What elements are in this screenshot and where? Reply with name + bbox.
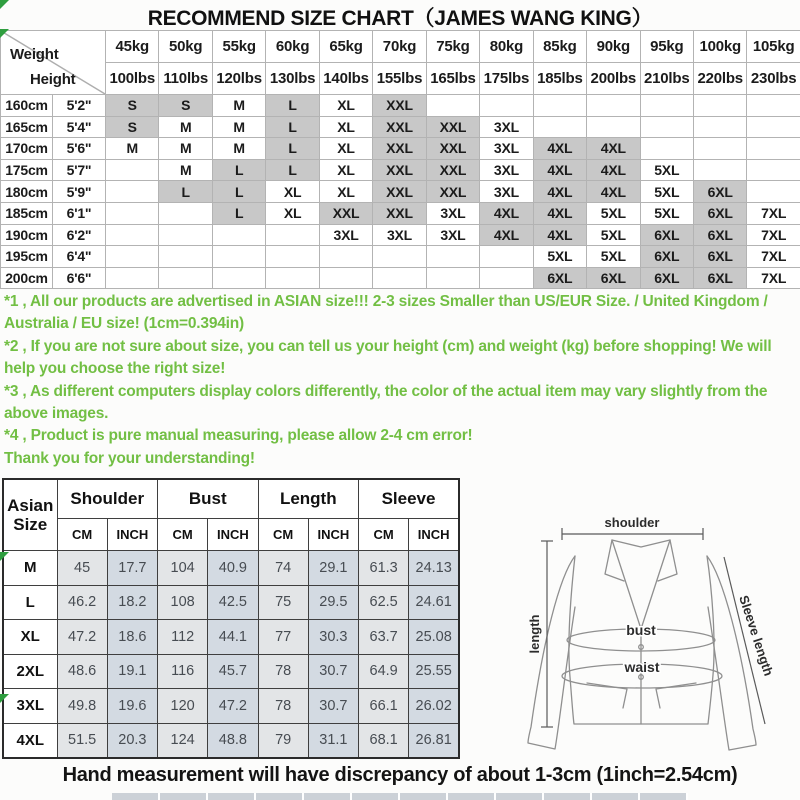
spec-size-cell: L (3, 585, 57, 620)
height-cm-cell: 180cm (1, 181, 53, 203)
size-cell: 6XL (693, 202, 746, 224)
height-ft-cell: 5'7" (53, 159, 106, 181)
spec-value-cell: 66.1 (359, 689, 409, 724)
size-cell: 7XL (747, 202, 800, 224)
spec-value-cell: 78 (258, 654, 308, 689)
weight-kg-header: 100kg (693, 31, 746, 63)
spec-value-cell: 26.02 (409, 689, 459, 724)
spec-value-cell: 61.3 (359, 551, 409, 586)
size-cell: 7XL (747, 246, 800, 268)
spec-value-cell: 47.2 (208, 689, 258, 724)
note-4: *4 , Product is pure manual measuring, please allow 2-4 cm error! (4, 427, 473, 445)
spec-value-cell: 42.5 (208, 585, 258, 620)
spec-sub-header: CM (158, 519, 208, 551)
size-cell: M (159, 159, 212, 181)
size-cell (587, 116, 640, 138)
spec-value-cell: 120 (158, 689, 208, 724)
height-cm-cell: 190cm (1, 224, 53, 246)
size-cell: XXL (373, 181, 426, 203)
size-cell: 6XL (640, 246, 693, 268)
weight-lbs-header: 220lbs (693, 63, 746, 95)
spec-table-body (3, 551, 459, 759)
size-cell: 6XL (693, 224, 746, 246)
size-cell: 5XL (587, 224, 640, 246)
size-matrix-row (1, 181, 800, 203)
size-cell: XXL (373, 95, 426, 117)
size-cell (747, 138, 800, 160)
size-cell (480, 95, 533, 117)
size-cell (640, 116, 693, 138)
note-1: *1 , All our products are advertised in ASIAN size!!! 2-3 sizes Smaller than US/EUR Size. / United Kingdom / Australia / EU size! (1cm=0.394in) (4, 293, 768, 333)
size-cell (747, 95, 800, 117)
size-cell (159, 224, 212, 246)
hand-measurement-note: Hand measurement will have discrepancy of about 1-3cm (1inch=2.54cm) (62, 764, 738, 786)
spec-sub-header: CM (359, 519, 409, 551)
green-corner-marker (0, 29, 9, 38)
spec-size-cell: M (3, 551, 57, 586)
size-cell: 3XL (480, 116, 533, 138)
size-cell (106, 267, 159, 289)
spec-value-cell: 19.6 (107, 689, 157, 724)
spec-sub-header: INCH (409, 519, 459, 551)
asian-size-corner-cell: Asian Size (3, 479, 57, 551)
spec-value-cell: 48.6 (57, 654, 107, 689)
spec-value-cell: 51.5 (57, 723, 107, 758)
weight-lbs-header: 120lbs (212, 63, 265, 95)
weight-kg-header: 80kg (480, 31, 533, 63)
spec-size-cell: 4XL (3, 723, 57, 758)
weight-lbs-header: 100lbs (106, 63, 159, 95)
size-cell: 6XL (533, 267, 586, 289)
size-cell: XXL (319, 202, 372, 224)
weight-lbs-header: 130lbs (266, 63, 319, 95)
size-cell: XL (319, 138, 372, 160)
weight-kg-header: 85kg (533, 31, 586, 63)
bottom-grid-strip (112, 793, 688, 800)
spec-row (3, 551, 459, 586)
weight-height-corner-cell (1, 31, 106, 95)
weight-kg-header: 45kg (106, 31, 159, 63)
spec-value-cell: 104 (158, 551, 208, 586)
height-cm-cell: 195cm (1, 246, 53, 268)
size-cell: 6XL (640, 267, 693, 289)
size-cell: 4XL (533, 202, 586, 224)
height-ft-cell: 6'4" (53, 246, 106, 268)
jacket-outline (528, 540, 756, 750)
spec-value-cell: 19.1 (107, 654, 157, 689)
spec-value-cell: 79 (258, 723, 308, 758)
weight-kg-header: 95kg (640, 31, 693, 63)
weight-lbs-header: 230lbs (747, 63, 800, 95)
height-cm-cell: 185cm (1, 202, 53, 224)
size-cell: 4XL (533, 138, 586, 160)
weight-lbs-header: 165lbs (426, 63, 479, 95)
height-cm-cell: 170cm (1, 138, 53, 160)
spec-value-cell: 44.1 (208, 620, 258, 655)
spec-value-cell: 75 (258, 585, 308, 620)
spec-table-head (3, 479, 459, 551)
green-corner-marker (0, 552, 9, 561)
spec-value-cell: 108 (158, 585, 208, 620)
size-cell: L (266, 138, 319, 160)
size-cell: XL (319, 116, 372, 138)
size-matrix-row (1, 224, 800, 246)
size-cell: S (159, 95, 212, 117)
size-matrix-row (1, 246, 800, 268)
size-cell: M (212, 138, 265, 160)
size-cell: 4XL (480, 202, 533, 224)
size-cell (106, 224, 159, 246)
size-cell: 6XL (693, 246, 746, 268)
spec-row (3, 620, 459, 655)
spec-value-cell: 77 (258, 620, 308, 655)
size-cell: 5XL (640, 181, 693, 203)
page-title: RECOMMEND SIZE CHART（JAMES WANG KING） (147, 7, 653, 30)
spec-value-cell: 116 (158, 654, 208, 689)
size-cell (426, 246, 479, 268)
size-cell: XL (266, 202, 319, 224)
size-cell: 5XL (533, 246, 586, 268)
size-cell (319, 246, 372, 268)
size-cell (747, 116, 800, 138)
spec-value-cell: 74 (258, 551, 308, 586)
spec-value-cell: 29.5 (308, 585, 358, 620)
size-cell: XXL (426, 181, 479, 203)
size-cell (747, 181, 800, 203)
size-cell: 4XL (533, 181, 586, 203)
size-cell (266, 267, 319, 289)
size-cell (159, 202, 212, 224)
size-cell (426, 267, 479, 289)
weight-lbs-header: 200lbs (587, 63, 640, 95)
size-cell (533, 95, 586, 117)
size-cell: L (212, 159, 265, 181)
size-cell: XXL (373, 138, 426, 160)
spec-value-cell: 30.7 (308, 689, 358, 724)
size-cell: 4XL (587, 159, 640, 181)
spec-value-cell: 29.1 (308, 551, 358, 586)
size-cell: L (159, 181, 212, 203)
size-cell: 4XL (587, 138, 640, 160)
spec-value-cell: 46.2 (57, 585, 107, 620)
spec-row (3, 585, 459, 620)
weight-lbs-header: 110lbs (159, 63, 212, 95)
height-ft-cell: 6'6" (53, 267, 106, 289)
size-cell (106, 202, 159, 224)
spec-value-cell: 48.8 (208, 723, 258, 758)
spec-value-cell: 64.9 (359, 654, 409, 689)
size-cell (480, 267, 533, 289)
height-cm-cell: 160cm (1, 95, 53, 117)
size-cell (106, 181, 159, 203)
size-cell (266, 224, 319, 246)
size-cell: 3XL (426, 224, 479, 246)
height-cm-cell: 175cm (1, 159, 53, 181)
corner-height-label: Height (30, 71, 76, 88)
spec-value-cell: 18.2 (107, 585, 157, 620)
size-cell: 4XL (480, 224, 533, 246)
spec-value-cell: 49.8 (57, 689, 107, 724)
spec-value-cell: 20.3 (107, 723, 157, 758)
spec-sub-header: CM (57, 519, 107, 551)
size-cell: M (212, 95, 265, 117)
size-cell: XL (319, 181, 372, 203)
spec-value-cell: 31.1 (308, 723, 358, 758)
note-2: *2 , If you are not sure about size, you can tell us your height (cm) and weight (kg) before shopping! We will help you choose the right size! (4, 337, 772, 378)
size-cell: 6XL (640, 224, 693, 246)
size-cell: XXL (373, 116, 426, 138)
weight-kg-header: 90kg (587, 31, 640, 63)
weight-lbs-header: 155lbs (373, 63, 426, 95)
size-cell: 3XL (480, 159, 533, 181)
size-cell (640, 138, 693, 160)
spec-value-cell: 40.9 (208, 551, 258, 586)
size-cell: S (106, 95, 159, 117)
size-matrix-body (1, 95, 800, 289)
size-cell (640, 95, 693, 117)
size-cell (693, 138, 746, 160)
height-ft-cell: 5'9" (53, 181, 106, 203)
spec-value-cell: 30.7 (308, 654, 358, 689)
waist-label: waist (624, 659, 660, 675)
size-cell: 3XL (319, 224, 372, 246)
size-cell (693, 116, 746, 138)
size-cell: 6XL (693, 267, 746, 289)
spec-size-cell: 2XL (3, 654, 57, 689)
size-matrix-row (1, 116, 800, 138)
height-ft-cell: 6'2" (53, 224, 106, 246)
size-cell: 7XL (747, 267, 800, 289)
size-cell (212, 267, 265, 289)
size-matrix-row (1, 159, 800, 181)
spec-value-cell: 24.61 (409, 585, 459, 620)
spec-value-cell: 25.55 (409, 654, 459, 689)
size-cell (106, 246, 159, 268)
size-cell: S (106, 116, 159, 138)
size-cell: XL (266, 181, 319, 203)
size-cell: 5XL (587, 246, 640, 268)
spec-group-header: Bust (158, 479, 259, 519)
size-cell (693, 95, 746, 117)
spec-value-cell: 26.81 (409, 723, 459, 758)
weight-kg-header: 55kg (212, 31, 265, 63)
size-cell (747, 159, 800, 181)
size-cell (587, 95, 640, 117)
weight-kg-header: 65kg (319, 31, 372, 63)
size-cell (693, 159, 746, 181)
size-recommendation-table (0, 30, 800, 289)
weight-kg-header: 75kg (426, 31, 479, 63)
spec-value-cell: 47.2 (57, 620, 107, 655)
weight-lbs-header: 140lbs (319, 63, 372, 95)
spec-value-cell: 25.08 (409, 620, 459, 655)
corner-weight-label: Weight (10, 46, 59, 63)
spec-value-cell: 63.7 (359, 620, 409, 655)
height-cm-cell: 200cm (1, 267, 53, 289)
sleeve-length-label: Sleeve length (736, 593, 777, 678)
size-cell: M (106, 138, 159, 160)
weight-kg-header: 70kg (373, 31, 426, 63)
size-cell: L (212, 202, 265, 224)
size-cell: M (159, 138, 212, 160)
size-cell (373, 267, 426, 289)
length-label: length (527, 614, 542, 654)
spec-value-cell: 45 (57, 551, 107, 586)
weight-kg-header: 105kg (747, 31, 800, 63)
size-cell: 3XL (426, 202, 479, 224)
size-cell: XL (319, 95, 372, 117)
weight-lbs-header: 175lbs (480, 63, 533, 95)
spec-sub-header: INCH (107, 519, 157, 551)
weight-lbs-header: 185lbs (533, 63, 586, 95)
size-cell (480, 246, 533, 268)
height-ft-cell: 6'1" (53, 202, 106, 224)
size-cell: 5XL (640, 159, 693, 181)
spec-group-header: Sleeve (359, 479, 460, 519)
weight-kg-header: 60kg (266, 31, 319, 63)
size-cell (426, 95, 479, 117)
size-cell (266, 246, 319, 268)
spec-value-cell: 112 (158, 620, 208, 655)
spec-value-cell: 68.1 (359, 723, 409, 758)
weight-lbs-header: 210lbs (640, 63, 693, 95)
size-matrix-head (1, 31, 800, 95)
bust-label: bust (626, 622, 656, 638)
size-cell: XXL (373, 159, 426, 181)
size-cell: 6XL (587, 267, 640, 289)
spec-group-header: Length (258, 479, 359, 519)
size-cell: XXL (373, 202, 426, 224)
spec-sub-header: INCH (308, 519, 358, 551)
size-cell: L (212, 181, 265, 203)
size-cell: L (266, 116, 319, 138)
height-ft-cell: 5'6" (53, 138, 106, 160)
spec-value-cell: 78 (258, 689, 308, 724)
spec-value-cell: 18.6 (107, 620, 157, 655)
size-cell: 5XL (640, 202, 693, 224)
spec-row (3, 723, 459, 758)
size-cell: 4XL (533, 224, 586, 246)
size-cell: L (266, 159, 319, 181)
size-cell: M (212, 116, 265, 138)
spec-row (3, 689, 459, 724)
size-cell (533, 116, 586, 138)
size-cell (106, 159, 159, 181)
size-matrix-row (1, 202, 800, 224)
spec-value-cell: 45.7 (208, 654, 258, 689)
spec-row (3, 654, 459, 689)
measurement-spec-table (2, 478, 460, 759)
size-cell (319, 267, 372, 289)
spec-sub-header: CM (258, 519, 308, 551)
size-cell: XXL (426, 116, 479, 138)
spec-value-cell: 17.7 (107, 551, 157, 586)
height-ft-cell: 5'4" (53, 116, 106, 138)
size-cell: XL (319, 159, 372, 181)
spec-value-cell: 30.3 (308, 620, 358, 655)
size-cell: L (266, 95, 319, 117)
shoulder-label: shoulder (604, 515, 660, 530)
size-cell (212, 246, 265, 268)
size-cell: 7XL (747, 224, 800, 246)
size-cell (212, 224, 265, 246)
spec-sub-header: INCH (208, 519, 258, 551)
disclaimer-notes (4, 291, 797, 470)
size-cell: 6XL (693, 181, 746, 203)
size-cell: 5XL (587, 202, 640, 224)
spec-size-cell: 3XL (3, 689, 57, 724)
size-cell: 3XL (480, 138, 533, 160)
size-cell: 3XL (373, 224, 426, 246)
note-thanks: Thank you for your understanding! (4, 449, 255, 467)
size-cell (159, 246, 212, 268)
size-cell (159, 267, 212, 289)
height-cm-cell: 165cm (1, 116, 53, 138)
size-cell: 3XL (480, 181, 533, 203)
size-matrix-row (1, 138, 800, 160)
jacket-measurement-diagram (495, 477, 795, 767)
height-ft-cell: 5'2" (53, 95, 106, 117)
green-corner-marker (0, 0, 9, 9)
size-cell (373, 246, 426, 268)
size-matrix-row (1, 267, 800, 289)
spec-value-cell: 24.13 (409, 551, 459, 586)
spec-size-cell: XL (3, 620, 57, 655)
size-cell: XXL (426, 159, 479, 181)
green-corner-marker (0, 694, 9, 703)
size-cell: 4XL (587, 181, 640, 203)
size-cell: M (159, 116, 212, 138)
spec-group-header: Shoulder (57, 479, 158, 519)
size-cell: 4XL (533, 159, 586, 181)
spec-value-cell: 124 (158, 723, 208, 758)
size-cell: XXL (426, 138, 479, 160)
weight-kg-header: 50kg (159, 31, 212, 63)
spec-value-cell: 62.5 (359, 585, 409, 620)
note-3: *3 , As different computers display colors differently, the color of the actual item may vary slightly from the above images. (4, 382, 768, 423)
size-matrix-row (1, 95, 800, 117)
